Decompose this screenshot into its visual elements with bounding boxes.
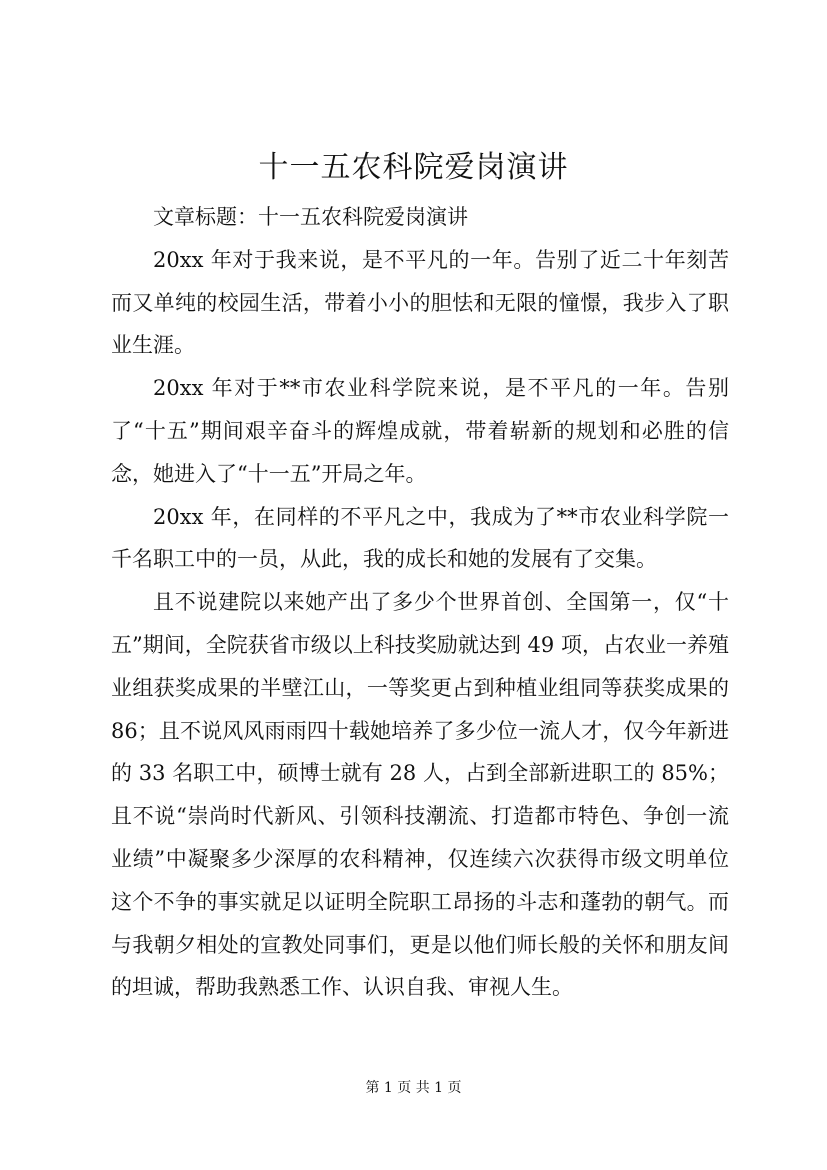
paragraph-3: 20xx 年，在同样的不平凡之中，我成为了**市农业科学院一千名职工中的一员，从此，我的成长和她的发展有了交集。 <box>111 504 729 572</box>
paragraph-4: 且不说建院以来她产出了多少个世界首创、全国第一，仅“十五”期间，全院获省市级以上科技奖励就达到 49 项，占农业一养殖业组获奖成果的半壁江山，一等奖更占到种植业组同等获奖成果的 86；且不说风风雨雨四十载她培养了多少位一流人才，仅今年新进的 33 名职工中，硕博士就有 28 人，占到全部新进职工的 85%；且不说“崇尚时代新风、引领科技潮流、打造都市特色、争创一流业绩”中凝聚多少深厚的农科精神，仅连续六次获得市级文明单位这个不争的事实就足以证明全院职工昂扬的斗志和蓬勃的朝气。而与我朝夕相处的宣教处同事们，更是以他们师长般的关怀和朋友间的坦诚，帮助我熟悉工作、认识自我、审视人生。 <box>111 590 729 1000</box>
document-body <box>111 196 729 1009</box>
article-title-line: 文章标题：十一五农科院爱岗演讲 <box>153 205 468 229</box>
document-title: 十一五农科院爱岗演讲 <box>258 150 569 185</box>
paragraph-2: 20xx 年对于**市农业科学院来说，是不平凡的一年。告别了“十五”期间艰辛奋斗的辉煌成就，带着崭新的规划和必胜的信念，她进入了“十一五”开局之年。 <box>111 376 729 486</box>
paragraph-1: 20xx 年对于我来说，是不平凡的一年。告别了近二十年刻苦而又单纯的校园生活，带着小小的胆怯和无限的憧憬，我步入了职业生涯。 <box>111 247 729 358</box>
page-footer: 第 1 页 共 1 页 <box>365 1080 462 1096</box>
